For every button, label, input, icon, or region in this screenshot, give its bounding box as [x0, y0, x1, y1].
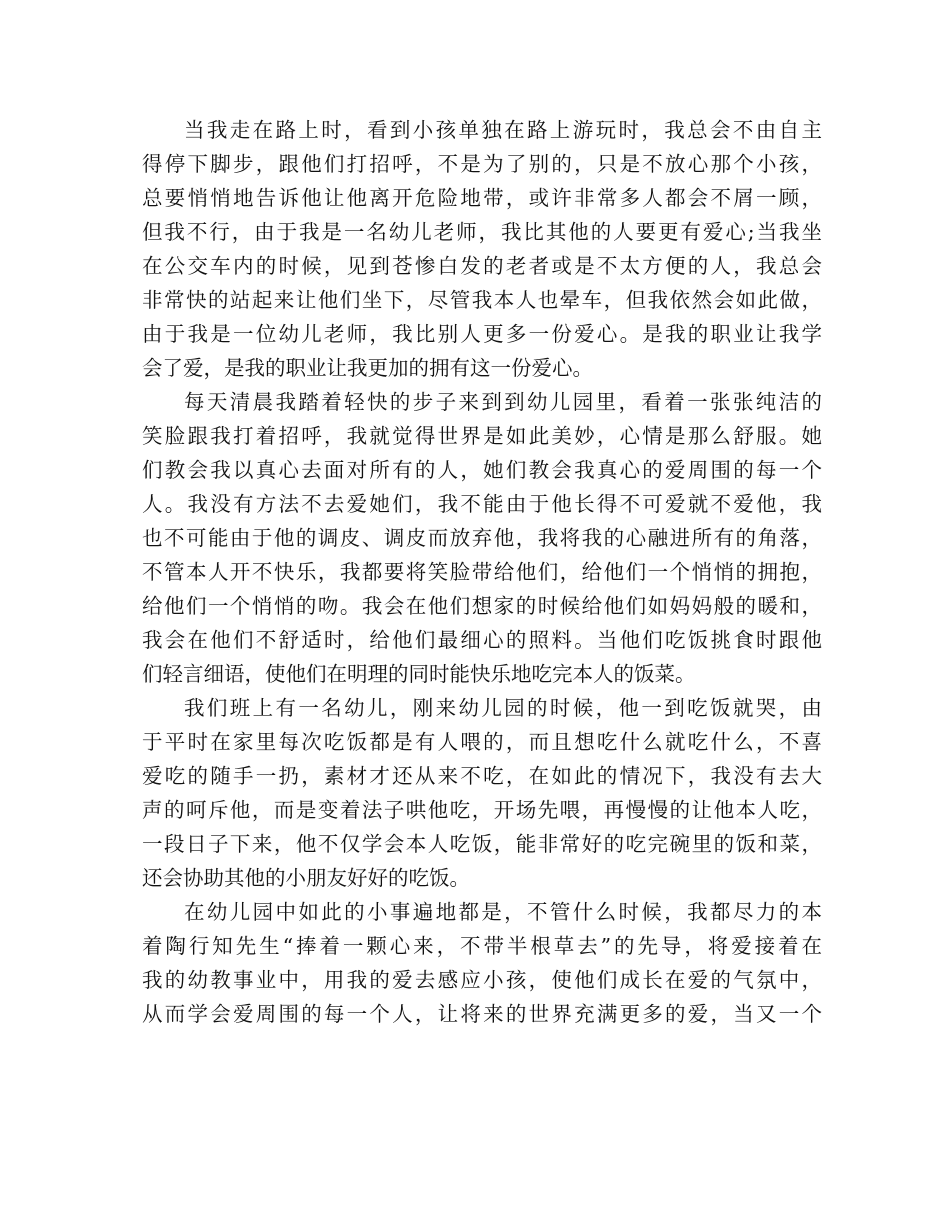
paragraph [142, 691, 822, 895]
text-line: 也不可能由于他的调皮、调皮而放弃他，我将我的心融进所有的角落， [142, 526, 822, 550]
paragraph [142, 113, 822, 385]
text-line: 着陶行知先生“捧着一颗心来，不带半根草去”的先导，将爱接着在 [142, 934, 822, 958]
text-line: 我的幼教事业中，用我的爱去感应小孩，使他们成长在爱的气氛中， [142, 968, 822, 992]
text-line: 会了爱，是我的职业让我更加的拥有这一份爱心。 [142, 356, 593, 380]
text-line: 们教会我以真心去面对所有的人，她们教会我真心的爱周围的每一个 [142, 458, 822, 482]
text-line: 于平时在家里每次吃饭都是有人喂的，而且想吃什么就吃什么，不喜 [142, 730, 822, 754]
text-line: 但我不行，由于我是一名幼儿老师，我比其他的人要更有爱心;当我坐 [142, 220, 822, 244]
text-line: 一段日子下来，他不仅学会本人吃饭，能非常好的吃完碗里的饭和菜， [142, 832, 822, 856]
text-line: 们轻言细语，使他们在明理的同时能快乐地吃完本人的饭菜。 [142, 662, 696, 686]
text-line: 声的呵斥他，而是变着法子哄他吃，开场先喂，再慢慢的让他本人吃， [142, 798, 822, 822]
text-line: 总要悄悄地告诉他让他离开危险地带，或许非常多人都会不屑一顾， [142, 186, 822, 210]
text-line: 我会在他们不舒适时，给他们最细心的照料。当他们吃饭挑食时跟他 [142, 628, 822, 652]
text-line: 非常快的站起来让他们坐下，尽管我本人也晕车，但我依然会如此做， [142, 288, 822, 312]
text-line: 当我走在路上时，看到小孩单独在路上游玩时，我总会不由自主 [184, 118, 822, 142]
paragraph [142, 895, 822, 1031]
text-line: 还会协助其他的小朋友好好的吃饭。 [142, 866, 470, 890]
text-line: 每天清晨我踏着轻快的步子来到到幼儿园里，看着一张张纯洁的 [184, 390, 822, 414]
text-line: 笑脸跟我打着招呼，我就觉得世界是如此美妙，心情是那么舒服。她 [142, 424, 822, 448]
text-line: 给他们一个悄悄的吻。我会在他们想家的时候给他们如妈妈般的暖和， [142, 594, 822, 618]
text-line: 人。我没有方法不去爱她们，我不能由于他长得不可爱就不爱他，我 [142, 492, 822, 516]
text-line: 由于我是一位幼儿老师，我比别人更多一份爱心。是我的职业让我学 [142, 322, 822, 346]
text-line: 从而学会爱周围的每一个人，让将来的世界充满更多的爱，当又一个 [142, 1002, 822, 1026]
text-line: 得停下脚步，跟他们打招呼，不是为了别的，只是不放心那个小孩， [142, 152, 822, 176]
paragraph [142, 385, 822, 691]
text-line: 在公交车内的时候，见到苍惨白发的老者或是不太方便的人，我总会 [142, 254, 822, 278]
text-line: 我们班上有一名幼儿，刚来幼儿园的时候，他一到吃饭就哭，由 [184, 696, 822, 720]
text-line: 爱吃的随手一扔，素材才还从来不吃，在如此的情况下，我没有去大 [142, 764, 822, 788]
text-line: 在幼儿园中如此的小事遍地都是，不管什么时候，我都尽力的本 [184, 900, 822, 924]
text-line: 不管本人开不快乐，我都要将笑脸带给他们，给他们一个悄悄的拥抱， [142, 560, 822, 584]
document-body [142, 113, 822, 1031]
